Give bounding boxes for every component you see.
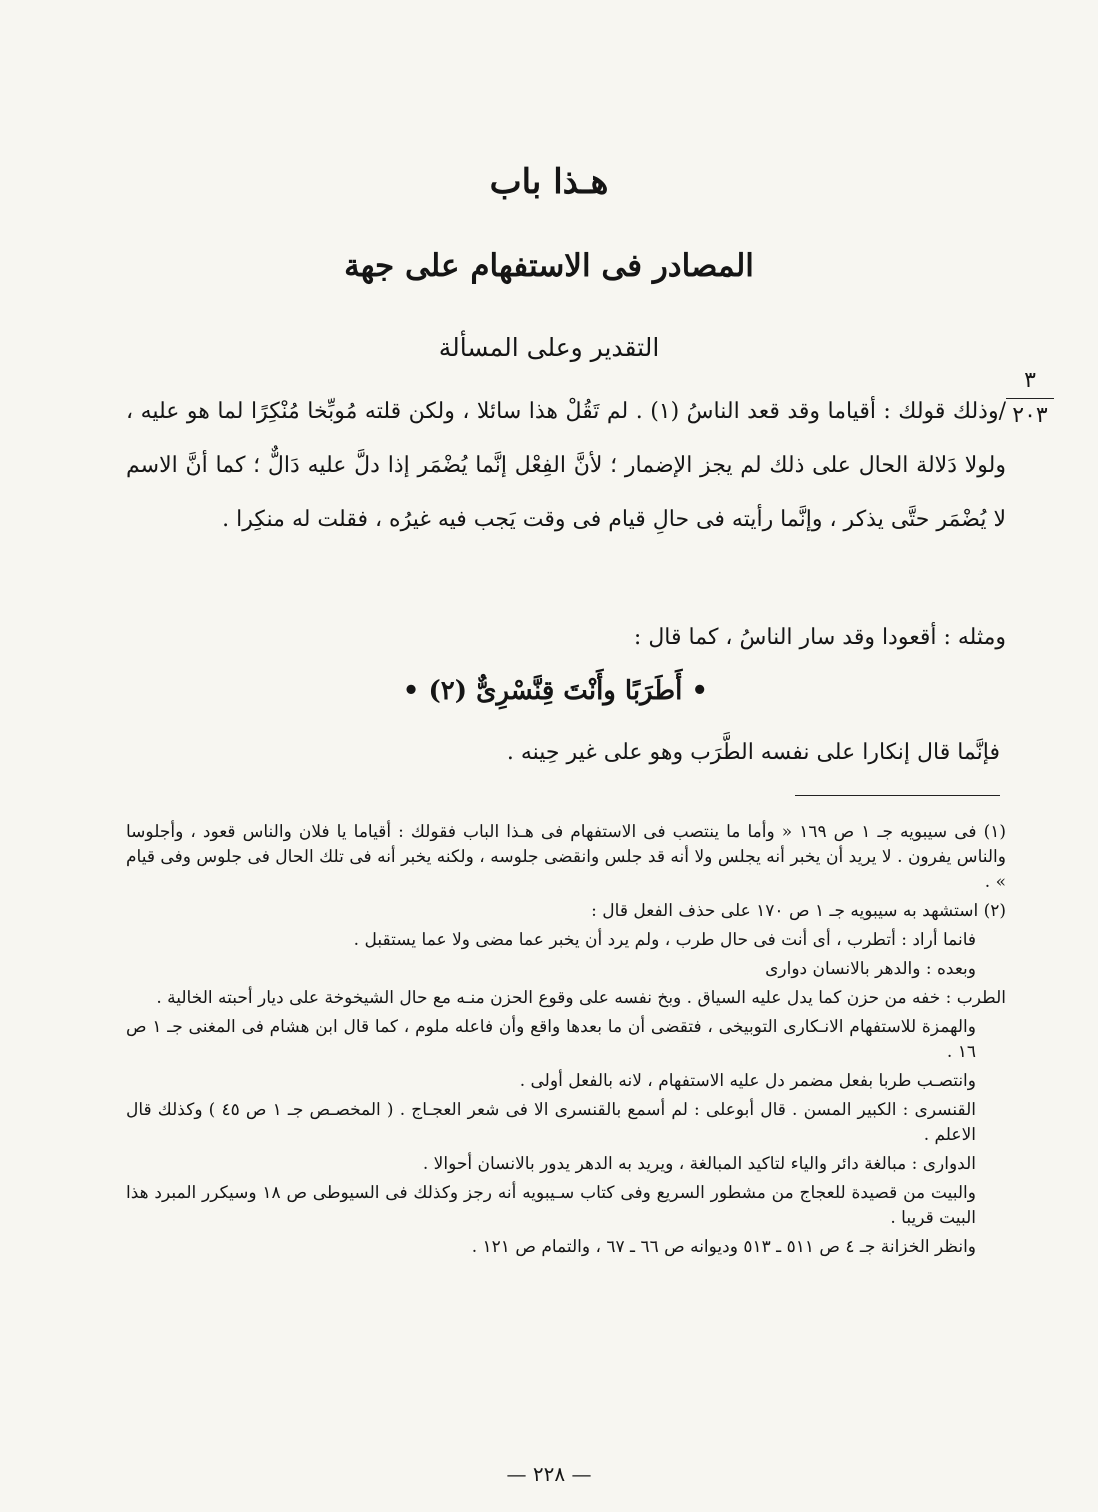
footnote-line: والبيت من قصيدة للعجاج من مشطور السريع وفى كتاب سـيبويه أنه رجز وكذلك فى السيوطى ص ١٨ وسيكرر المبرد هذا البيت قريبا . xyxy=(126,1183,976,1228)
footnote-line: القنسرى : الكبير المسن . قال أبوعلى : لم أسمع بالقنسرى الا فى شعر العجـاج . ( المخصـص جـ ١ ص ٤٥ ) وكذلك قال الاعلم . xyxy=(126,1100,976,1145)
footnote-line: الدوارى : مبالغة دائر والياء لتاكيد المبالغة ، ويريد به الدهر يدور بالانسان أحوالا . xyxy=(422,1154,976,1174)
chapter-subtitle-continued: التقدير وعلى المسألة xyxy=(438,333,660,362)
margin-reference-rule xyxy=(1006,398,1054,399)
footnote-separator xyxy=(795,795,1000,796)
margin-reference-top: ٣ xyxy=(1024,368,1036,393)
body-paragraph-2 xyxy=(126,618,1006,658)
footnote-line: وبعده : والدهر بالانسان دوارى xyxy=(765,959,976,979)
body-paragraph-3: فإنَّما قال إنكارا على نفسه الطَّرَب وهو على غير حِينه . xyxy=(506,740,1000,765)
footnote-line: الطرب : خفه من حزن كما يدل عليه السياق . وبخ نفسه على وقوع الحزن منـه مع حال الشيخوخة على ديار أحبته الخالية . xyxy=(156,988,1006,1008)
footnote-line: وانتصـب طربا بفعل مضمر دل عليه الاستفهام ، لانه بالفعل أولى . xyxy=(519,1071,976,1091)
footnote-2: (٢) استشهد به سيبويه جـ ١ ص ١٧٠ على حذف الفعل قال : xyxy=(591,901,1006,921)
paragraph-text: /وذلك قولك : أقياما وقد قعد الناسُ (١) . لم تَقُلْ هذا سائلا ، ولكن قلته مُوبِّخا مُنْكِرًا لما هو عليه ، ولولا دَلالة الحال على ذلك لم يجز الإضمار ؛ لأنَّ الفِعْل إنَّما يُضْمَر إذا دلَّ عليه دَالٌّ ؛ كما أنَّ الاسم لا يُضْمَر حتَّى يذكر ، وإنَّما رأيته فى حالِ قيام فى وقت يَجب فيه غيرُه ، فقلت له منكِرا . xyxy=(126,399,1006,532)
chapter-subtitle: المصادر فى الاستفهام على جهة xyxy=(344,248,754,284)
paragraph-text: ومثله : أقعودا وقد سار الناسُ ، كما قال : xyxy=(633,625,1006,650)
footnotes xyxy=(126,820,1006,1264)
footnote-line: والهمزة للاستفهام الانـكارى التوبيخى ، فتقضى أن ما بعدها واقع وأن فاعله ملوم ، كما قال ابن هشام فى المغنى جـ ١ ص ١٦ . xyxy=(126,1017,976,1062)
footnote-1: (١) فى سيبويه جـ ١ ص ١٦٩ « وأما ما ينتصب فى الاستفهام فى هـذا الباب فقولك : أقياما يا فلان والناس قعود ، وأجلوسا والناس يفرون . لا يريد أن يخبر أنه يجلس ولا أنه قد جلس وانقضى جلوسه ، ولكنه يخبر أنه فى تلك الحال فى جلوس وفى قيام » . xyxy=(126,822,1006,892)
footnote-line: وانظر الخزانة جـ ٤ ص ٥١١ ـ ٥١٣ وديوانه ص ٦٦ ـ ٦٧ ، والتمام ص ١٢١ . xyxy=(471,1237,976,1257)
verse-line: • أَطَرَبًا وأَنْتَ قِنَّسْرِىٌّ (٢) • xyxy=(402,676,708,706)
page-number: — ٢٢٨ — xyxy=(506,1462,592,1486)
body-paragraph-1 xyxy=(126,385,1006,547)
margin-reference-bottom: ٢٠٣ xyxy=(1012,403,1048,428)
footnote-line: فانما أراد : أتطرب ، أى أنت فى حال طرب ، ولم يرد أن يخبر عما مضى ولا عما يستقبل . xyxy=(353,930,976,950)
chapter-heading: هـذا باب xyxy=(489,162,609,202)
margin-reference xyxy=(1000,368,1060,429)
